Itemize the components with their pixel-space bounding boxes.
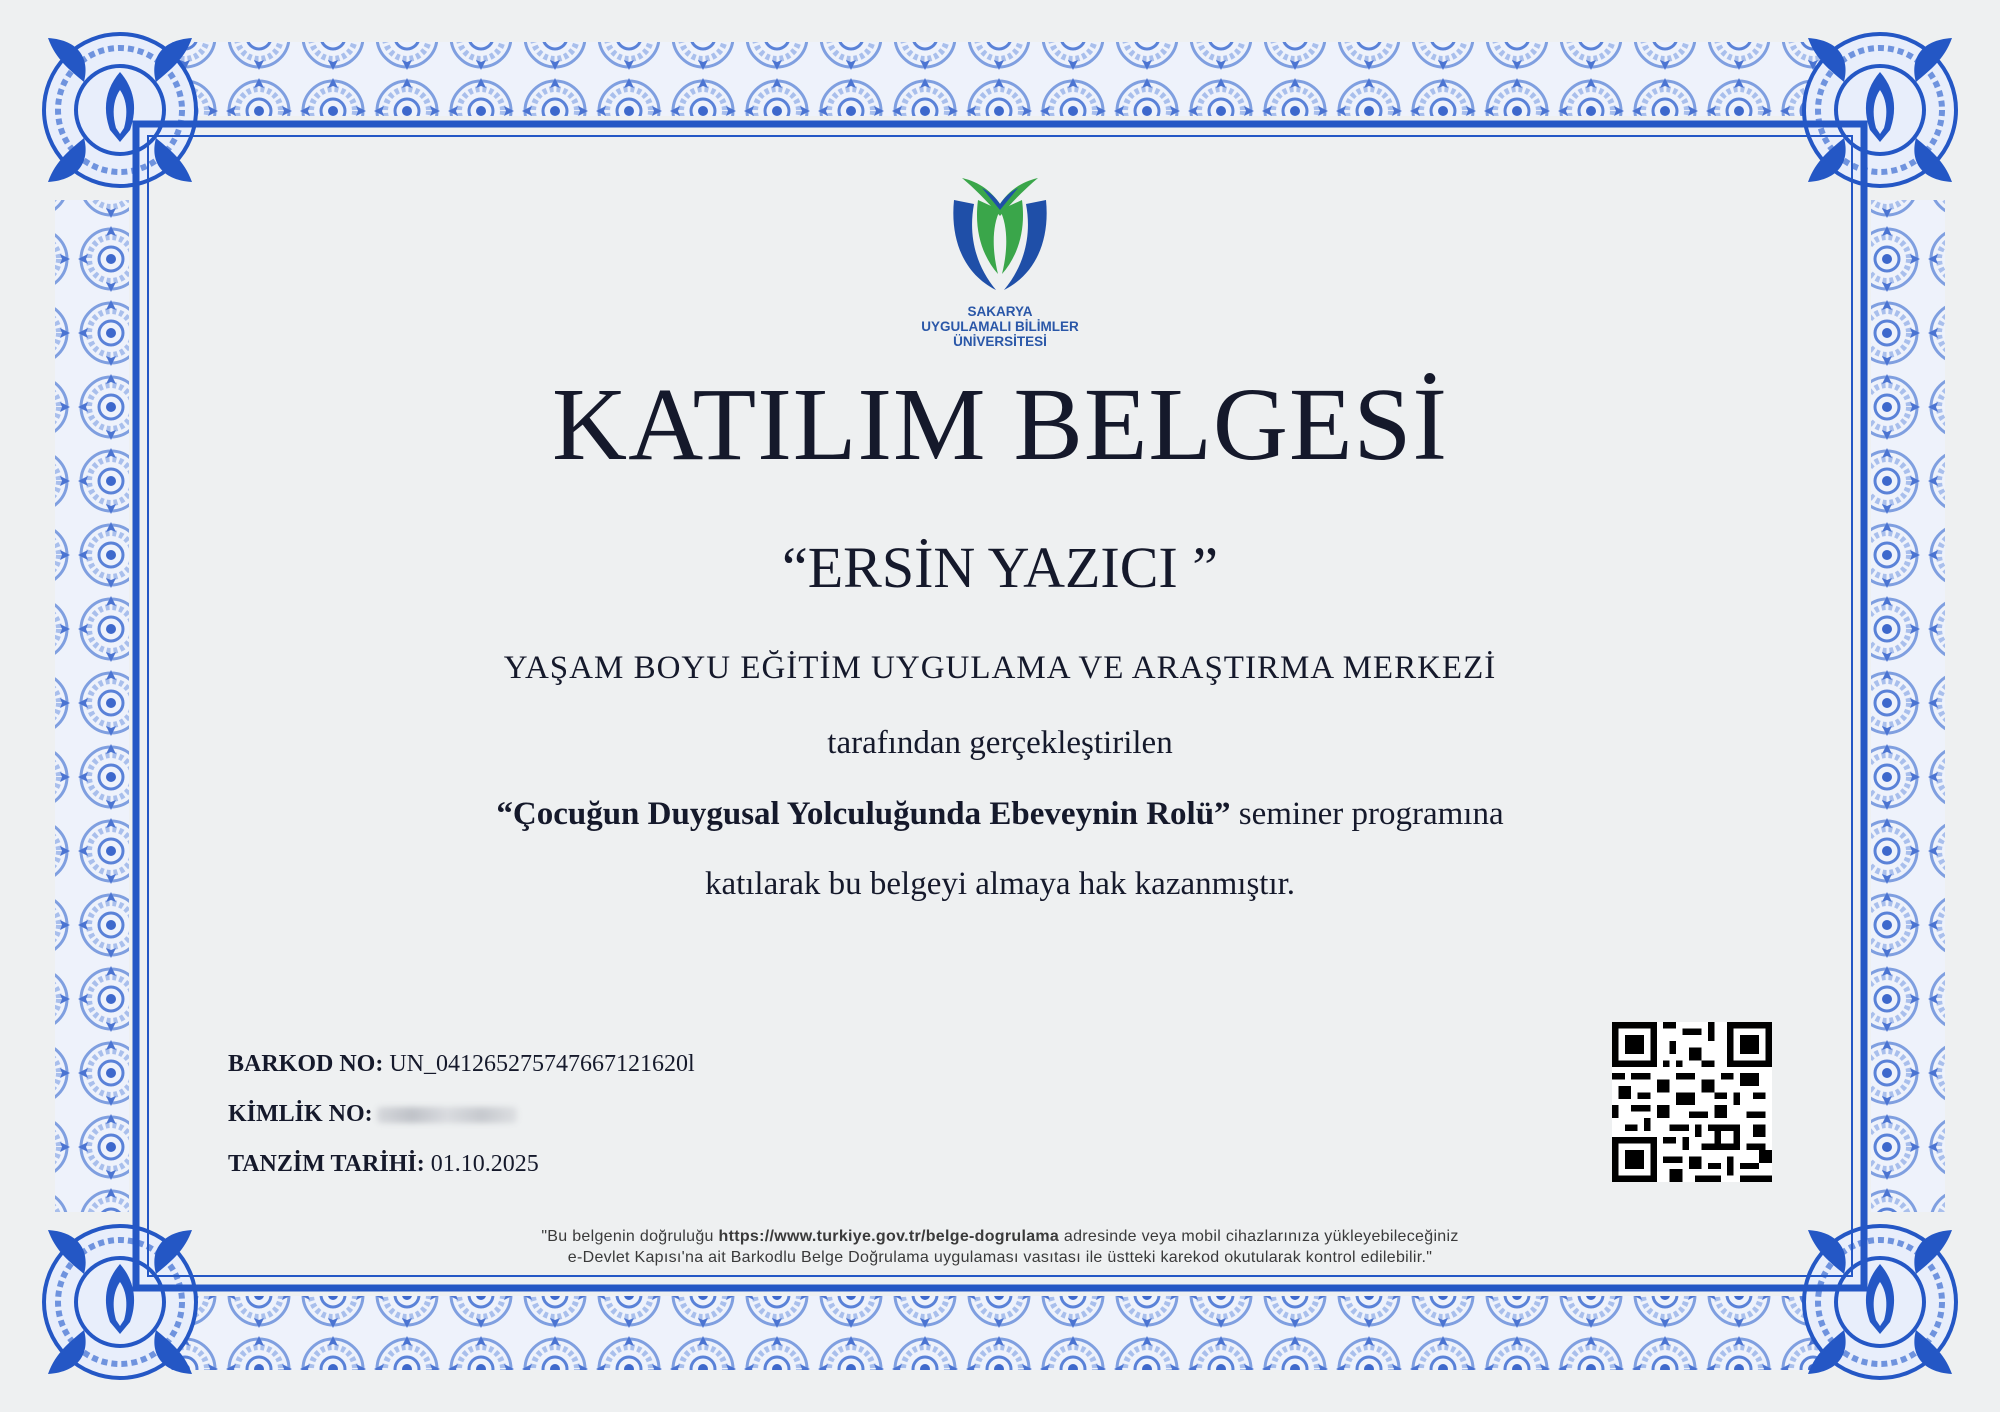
qr-code (1612, 1022, 1772, 1182)
barcode-row (228, 1051, 695, 1078)
program-name: “Çocuğun Duygusal Yolculuğunda Ebeveynin Rolü” (496, 796, 1231, 832)
verification-note-line1 (0, 1226, 2000, 1247)
id-number-label: KİMLİK NO: (228, 1101, 373, 1127)
verification-prefix: "Bu belgenin doğruluğu (541, 1228, 719, 1245)
body-line-award: katılarak bu belgeyi almaya hak kazanmıştır. (704, 866, 1296, 902)
body-line-program (0, 796, 2000, 833)
body-line-performed-by: tarafından gerçekleştirilen (827, 725, 1173, 761)
recipient-name: “ERSİN YAZICI ” (782, 535, 1218, 600)
university-name-line2: UYGULAMALI BİLİMLER (921, 319, 1079, 334)
verification-suffix: adresinde veya mobil cihazlarınıza yükleyebileceğiniz (1059, 1228, 1459, 1245)
id-number-row (228, 1101, 517, 1128)
organization-name: YAŞAM BOYU EĞİTİM UYGULAMA VE ARAŞTIRMA MERKEZİ (503, 650, 1497, 686)
barcode-value: UN_041265275747667121620l (383, 1051, 695, 1077)
tulip-emblem-icon (940, 170, 1060, 300)
verification-url-link[interactable]: https://www.turkiye.gov.tr/belge-dogrulama (718, 1228, 1060, 1245)
issue-date-value: 01.10.2025 (424, 1151, 539, 1177)
issue-date-row (228, 1151, 539, 1178)
issue-date-label: TANZİM TARİHİ: (228, 1151, 425, 1177)
university-name-line3: ÜNİVERSİTESİ (953, 334, 1047, 349)
university-name (880, 304, 1120, 349)
program-suffix: seminer programına (1230, 796, 1504, 832)
barcode-label: BARKOD NO: (228, 1051, 384, 1077)
university-name-line1: SAKARYA (967, 304, 1033, 319)
id-number-redacted (377, 1107, 517, 1123)
certificate-title: KATILIM BELGESİ (551, 367, 1448, 482)
verification-note (0, 1226, 2000, 1268)
verification-note-line2: e-Devlet Kapısı'na ait Barkodlu Belge Doğrulama uygulaması vasıtası ile üstteki karekod okutularak kontrol edilebilir." (567, 1249, 1433, 1266)
